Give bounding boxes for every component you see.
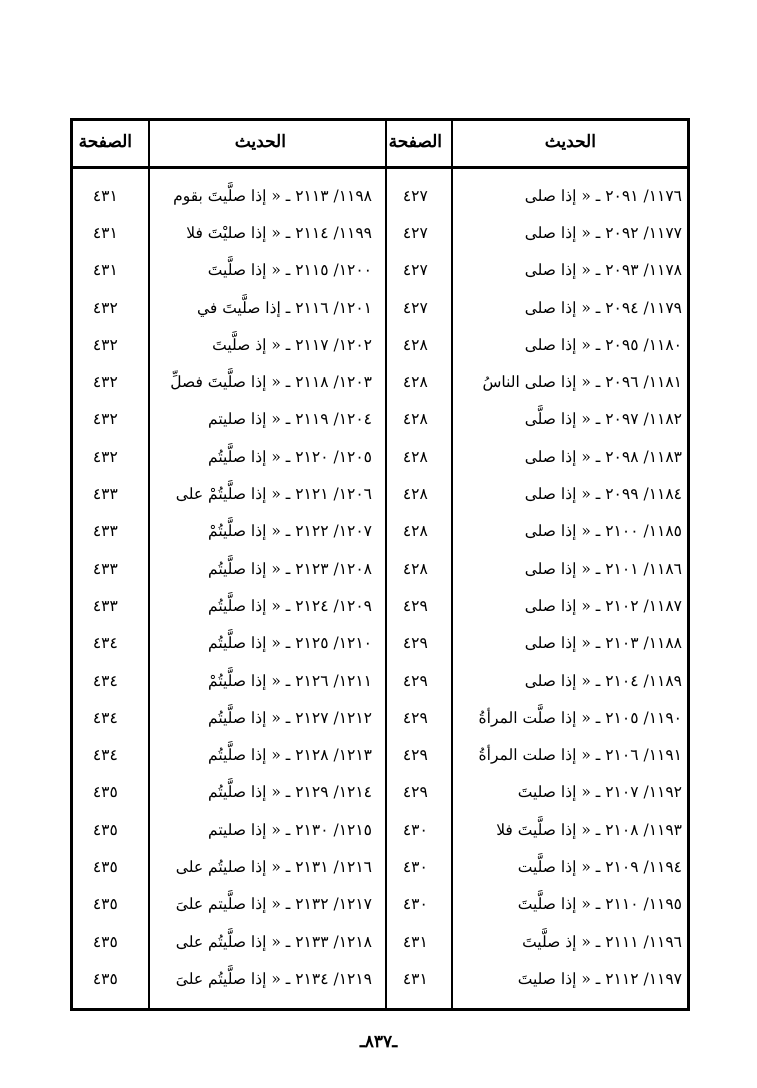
page-number-left: ٤٣٥ <box>92 857 118 876</box>
header-hadith-right: الحديث <box>451 118 690 168</box>
page-number-left: ٤٣٤ <box>92 746 118 765</box>
table-row <box>70 168 690 215</box>
hadith-entry-left: ١٢٠٥/ ٢١٢٠ ـ « إذا صلَّيتُم <box>208 447 373 466</box>
table-row <box>70 252 690 289</box>
page-number-right: ٤٢٧ <box>402 223 428 242</box>
page-number-right: ٤٢٧ <box>402 186 428 205</box>
page-number-right: ٤٢٩ <box>402 746 428 765</box>
page-number-right: ٤٢٩ <box>402 671 428 690</box>
hadith-entry-right: ١١٨٩/ ٢١٠٤ ـ « إذا صلى <box>524 671 682 690</box>
hadith-entry-left: ١٢١٦/ ٢١٣١ ـ « إذا صليتُم على <box>175 857 373 876</box>
hadith-entry-left: ١٢١٤/ ٢١٢٩ ـ « إذا صلَّيتُم <box>208 783 373 802</box>
hadith-entry-left: ١٢١٧/ ٢١٣٢ ـ « إذا صلَّيتم علىَ <box>175 895 373 914</box>
hadith-entry-left: ١٢١٩/ ٢١٣٤ ـ « إذا صلَّيتُم علىَ <box>175 969 373 988</box>
page-number-left: ٤٣٥ <box>92 820 118 839</box>
page-number-left: ٤٣٤ <box>92 671 118 690</box>
table-row <box>70 699 690 736</box>
hadith-entry-right: ١١٨٨/ ٢١٠٣ ـ « إذا صلى <box>524 634 682 653</box>
hadith-index-table <box>70 118 690 998</box>
page-number-left: ٤٣٢ <box>92 410 118 429</box>
hadith-entry-right: ١١٩٤/ ٢١٠٩ ـ « إذا صلَّيت <box>517 857 682 876</box>
hadith-entry-left: ١٢١٠/ ٢١٢٥ ـ « إذا صلَّيتُم <box>208 634 373 653</box>
table-row <box>70 886 690 923</box>
page-number: ـ٨٣٧ـ <box>359 1032 398 1052</box>
table-row <box>70 736 690 773</box>
table-row <box>70 923 690 960</box>
page-number-left: ٤٣٣ <box>92 559 118 578</box>
table-row <box>70 848 690 885</box>
page-number-right: ٤٢٩ <box>402 783 428 802</box>
table-row <box>70 513 690 550</box>
hadith-entry-right: ١١٧٧/ ٢٠٩٢ ـ « إذا صلى <box>524 223 682 242</box>
table-row <box>70 401 690 438</box>
page-number-right: ٤٢٧ <box>402 298 428 317</box>
hadith-entry-right: ١١٧٦/ ٢٠٩١ ـ « إذا صلى <box>524 186 682 205</box>
page-number-right: ٤٢٩ <box>402 596 428 615</box>
hadith-entry-left: ١٢٠٩/ ٢١٢٤ ـ « إذا صلَّيتُم <box>208 596 373 615</box>
page-number-left: ٤٣١ <box>92 223 118 242</box>
hadith-entry-left: ١١٩٩/ ٢١١٤ ـ « إذا صليْتَ فلا <box>186 223 373 242</box>
hadith-entry-left: ١٢١٥/ ٢١٣٠ ـ « إذا صليتم <box>208 820 373 839</box>
hadith-entry-right: ١١٨٧/ ٢١٠٢ ـ « إذا صلى <box>524 596 682 615</box>
hadith-entry-right: ١١٨٢/ ٢٠٩٧ ـ « إذا صلَّى <box>524 410 682 429</box>
page-number-left: ٤٣٣ <box>92 596 118 615</box>
table-row <box>70 363 690 400</box>
hadith-entry-left: ١٢٠٣/ ٢١١٨ ـ « إذا صلَّيتَ فصلِّ <box>170 373 373 392</box>
hadith-entry-left: ١٢١٣/ ٢١٢٨ ـ « إذا صلَّيتُم <box>208 746 373 765</box>
table-row <box>70 326 690 363</box>
hadith-entry-left: ١٢٠٠/ ٢١١٥ ـ « إذا صلَّيتَ <box>207 261 373 280</box>
page-number-right: ٤٣٠ <box>402 857 428 876</box>
page-number-right: ٤٢٨ <box>402 447 428 466</box>
page-number-left: ٤٣٢ <box>92 298 118 317</box>
hadith-entry-right: ١١٩١/ ٢١٠٦ ـ « إذا صلت المرأةُ <box>478 746 682 765</box>
hadith-entry-right: ١١٩٦/ ٢١١١ ـ « إذ صلَّيتَ <box>522 932 682 951</box>
table-row <box>70 475 690 512</box>
page-number-left: ٤٣١ <box>92 186 118 205</box>
header-page-left: الصفحة <box>70 118 141 168</box>
page-number-right: ٤٣١ <box>402 932 428 951</box>
page-number-right: ٤٢٨ <box>402 335 428 354</box>
hadith-entry-left: ١٢٠٢/ ٢١١٧ ـ « إذ صلَّيتَ <box>212 335 373 354</box>
hadith-entry-left: ١٢٠٧/ ٢١٢٢ ـ « إذا صلَّيتُمْ <box>208 522 373 541</box>
page-number-right: ٤٣١ <box>402 969 428 988</box>
hadith-entry-right: ١١٧٨/ ٢٠٩٣ ـ « إذا صلى <box>524 261 682 280</box>
page-number-right: ٤٢٨ <box>402 559 428 578</box>
page-number-left: ٤٣٢ <box>92 447 118 466</box>
page-number-left: ٤٣٢ <box>92 373 118 392</box>
page-number-left: ٤٣٣ <box>92 485 118 504</box>
hadith-entry-left: ١١٩٨/ ٢١١٣ ـ « إذا صلَّيتَ بقوم <box>173 186 373 205</box>
hadith-entry-left: ١٢١١/ ٢١٢٦ ـ « إذا صلَّيتُمْ <box>208 671 373 690</box>
hadith-entry-right: ١١٩٠/ ٢١٠٥ ـ « إذا صلَّت المرأةُ <box>478 708 682 727</box>
hadith-entry-right: ١١٨١/ ٢٠٩٦ ـ « إذا صلى الناسُ <box>482 373 682 392</box>
page-number-right: ٤٣٠ <box>402 895 428 914</box>
table-row <box>70 960 690 997</box>
table-row <box>70 662 690 699</box>
page-number-right: ٤٢٧ <box>402 261 428 280</box>
page-number-left: ٤٣٤ <box>92 708 118 727</box>
hadith-entry-right: ١١٩٥/ ٢١١٠ ـ « إذا صلَّيتَ <box>517 895 682 914</box>
hadith-entry-right: ١١٩٢/ ٢١٠٧ ـ « إذا صليتَ <box>517 783 682 802</box>
hadith-entry-left: ١٢٠١/ ٢١١٦ ـ إذا صلَّيتَ في <box>196 298 373 317</box>
hadith-entry-left: ١٢٠٨/ ٢١٢٣ ـ « إذا صلَّيتُم <box>208 559 373 578</box>
table-row <box>70 774 690 811</box>
table-row <box>70 289 690 326</box>
page-number-left: ٤٣٤ <box>92 634 118 653</box>
hadith-entry-right: ١١٨٦/ ٢١٠١ ـ « إذا صلى <box>524 559 682 578</box>
table-row <box>70 625 690 662</box>
table-header-row <box>70 118 690 168</box>
hadith-entry-right: ١١٩٣/ ٢١٠٨ ـ « إذا صلَّيتَ فلا <box>496 820 682 839</box>
page-number-left: ٤٣٥ <box>92 783 118 802</box>
hadith-entry-left: ١٢٠٤/ ٢١١٩ ـ « إذا صليتم <box>208 410 373 429</box>
table-row <box>70 811 690 848</box>
header-page-right: الصفحة <box>380 118 451 168</box>
page-number-right: ٤٢٩ <box>402 634 428 653</box>
page-number-left: ٤٣٥ <box>92 969 118 988</box>
table-row <box>70 214 690 251</box>
hadith-entry-left: ١٢٠٦/ ٢١٢١ ـ « إذا صلَّيتُمْ على <box>175 485 373 504</box>
page-number-right: ٤٢٨ <box>402 410 428 429</box>
page-number-left: ٤٣٢ <box>92 335 118 354</box>
table-row <box>70 550 690 587</box>
page-number-left: ٤٣٥ <box>92 895 118 914</box>
hadith-entry-left: ١٢١٢/ ٢١٢٧ ـ « إذا صلَّيتُم <box>208 708 373 727</box>
page-number-left: ٤٣١ <box>92 261 118 280</box>
hadith-entry-right: ١١٧٩/ ٢٠٩٤ ـ « إذا صلى <box>524 298 682 317</box>
page-number-right: ٤٢٨ <box>402 485 428 504</box>
hadith-entry-right: ١١٨٣/ ٢٠٩٨ ـ « إذا صلى <box>524 447 682 466</box>
page-number-left: ٤٣٣ <box>92 522 118 541</box>
page-number-left: ٤٣٥ <box>92 932 118 951</box>
hadith-entry-right: ١١٩٧/ ٢١١٢ ـ « إذا صليتَ <box>517 969 682 988</box>
page-number-right: ٤٢٩ <box>402 708 428 727</box>
header-hadith-left: الحديث <box>141 118 380 168</box>
page-number-right: ٤٢٨ <box>402 522 428 541</box>
page-number-right: ٤٣٠ <box>402 820 428 839</box>
hadith-entry-right: ١١٨٠/ ٢٠٩٥ ـ « إذا صلى <box>524 335 682 354</box>
hadith-entry-left: ١٢١٨/ ٢١٣٣ ـ « إذا صلَّيتُم على <box>175 932 373 951</box>
page-number-right: ٤٢٨ <box>402 373 428 392</box>
table-row <box>70 587 690 624</box>
table-row <box>70 438 690 475</box>
hadith-entry-right: ١١٨٥/ ٢١٠٠ ـ « إذا صلى <box>524 522 682 541</box>
hadith-entry-right: ١١٨٤/ ٢٠٩٩ ـ « إذا صلى <box>524 485 682 504</box>
